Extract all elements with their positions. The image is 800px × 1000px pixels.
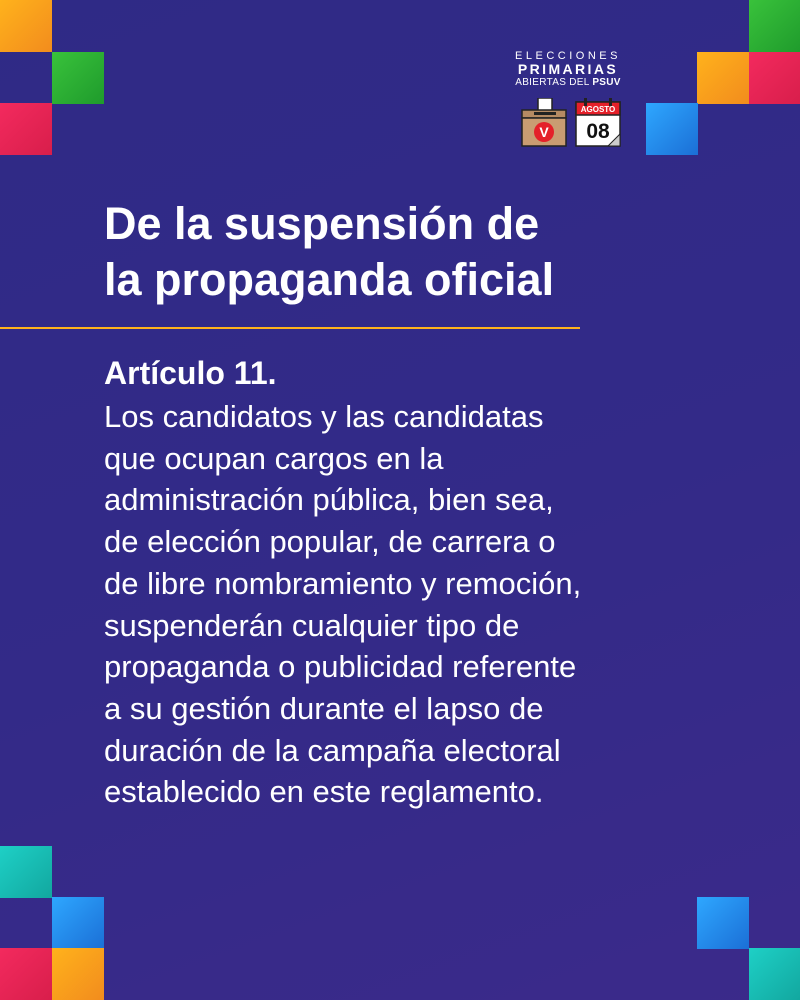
decorative-tile	[52, 948, 104, 1000]
title-text: De la suspensión de la propaganda oficial	[104, 198, 555, 305]
logo-line-2: PRIMARIAS	[517, 61, 619, 77]
ballot-mark: V	[539, 124, 549, 140]
article-body: Los candidatos y las candidatas que ocupan cargos en la administración pública, bien sea, de elección popular, de carrera o de libre nombramiento y remoción, suspenderán cualquier tipo de propaganda o publicidad referente a su gestión durante el lapso de duración de la campaña electoral establecido en este reglamento.	[104, 399, 582, 810]
decorative-tile	[697, 897, 749, 949]
decorative-tile	[749, 948, 800, 1000]
decorative-tile	[52, 897, 104, 949]
decorative-tile	[0, 103, 52, 155]
decorative-tile	[0, 846, 52, 898]
decorative-tile	[646, 103, 698, 155]
calendar-month: AGOSTO	[580, 105, 616, 114]
calendar-icon	[574, 98, 622, 148]
decorative-tile	[749, 0, 800, 52]
election-logo	[512, 50, 624, 150]
decorative-tile	[0, 0, 52, 52]
decorative-tile	[52, 52, 104, 104]
calendar-day: 08	[586, 120, 610, 143]
decorative-tile	[697, 52, 749, 104]
title-divider	[0, 327, 580, 329]
article-heading: Artículo 11.	[104, 355, 277, 391]
page-title	[104, 196, 624, 308]
logo-line-3	[512, 77, 624, 88]
decorative-tile	[749, 52, 800, 104]
logo-icons	[512, 92, 624, 150]
logo-line-1: ELECCIONES	[515, 50, 621, 62]
decorative-tile	[0, 948, 52, 1000]
logo-line-3-prefix: ABIERTAS DEL	[515, 77, 590, 88]
logo-party-name: PSUV	[592, 77, 621, 88]
ballot-box-icon	[518, 98, 570, 148]
